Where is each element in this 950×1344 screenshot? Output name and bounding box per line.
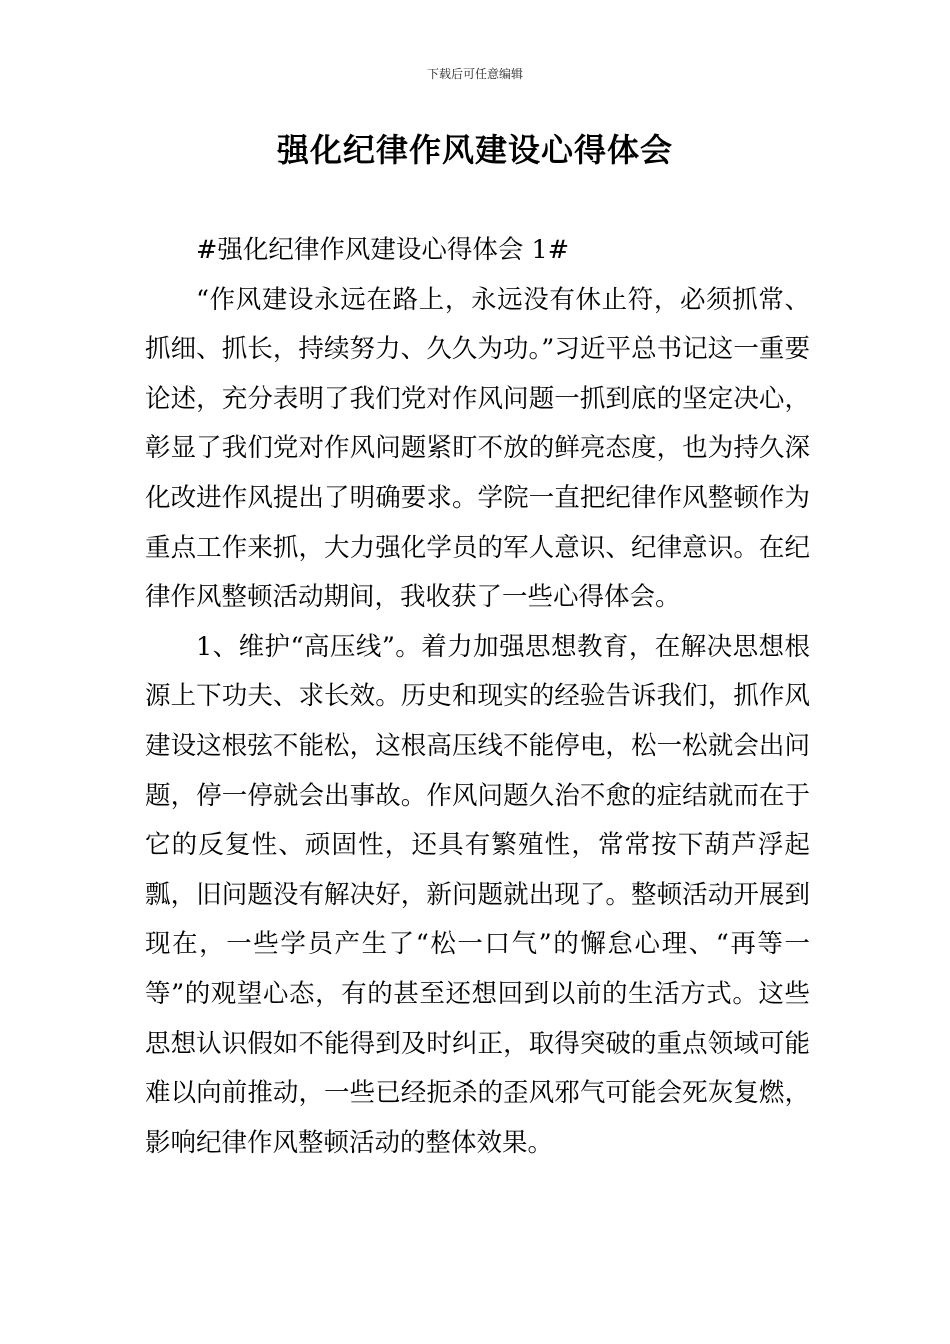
paragraph-intro: “作风建设永远在路上，永远没有休止符，必须抓常、抓细、抓长，持续努力、久久为功。”习近平总书记这一重要论述，充分表明了我们党对作风问题一抓到底的坚定决心，彰显了我们党对作风问题紧盯不放的鲜亮态度，也为持久深化改进作风提出了明确要求。学院一直把纪律作风整顿作为重点工作来抓，大力强化学员的军人意识、纪律意识。在纪律作风整顿活动期间，我收获了一些心得体会。 [145, 284, 810, 613]
document-body [145, 226, 810, 1168]
document-title: 强化纪律作风建设心得体会 [276, 131, 673, 169]
section-heading: #强化纪律作风建设心得体会 1# [196, 235, 570, 265]
page-header-note: 下载后可任意编辑 [426, 67, 523, 81]
paragraph-point-1: 1、维护“高压线”。着力加强思想教育，在解决思想根源上下功夫、求长效。历史和现实的经验告诉我们，抓作风建设这根弦不能松，这根高压线不能停电，松一松就会出问题，停一停就会出事故。作风问题久治不愈的症结就而在于它的反复性、顽固性，还具有繁殖性，常常按下葫芦浮起瓢，旧问题没有解决好，新问题就出现了。整顿活动开展到现在，一些学员产生了“松一口气”的懈怠心理、“再等一等”的观望心态，有的甚至还想回到以前的生活方式。这些思想认识假如不能得到及时纠正，取得突破的重点领域可能难以向前推动，一些已经扼杀的歪风邪气可能会死灰复燃，影响纪律作风整顿活动的整体效果。 [145, 631, 810, 1158]
